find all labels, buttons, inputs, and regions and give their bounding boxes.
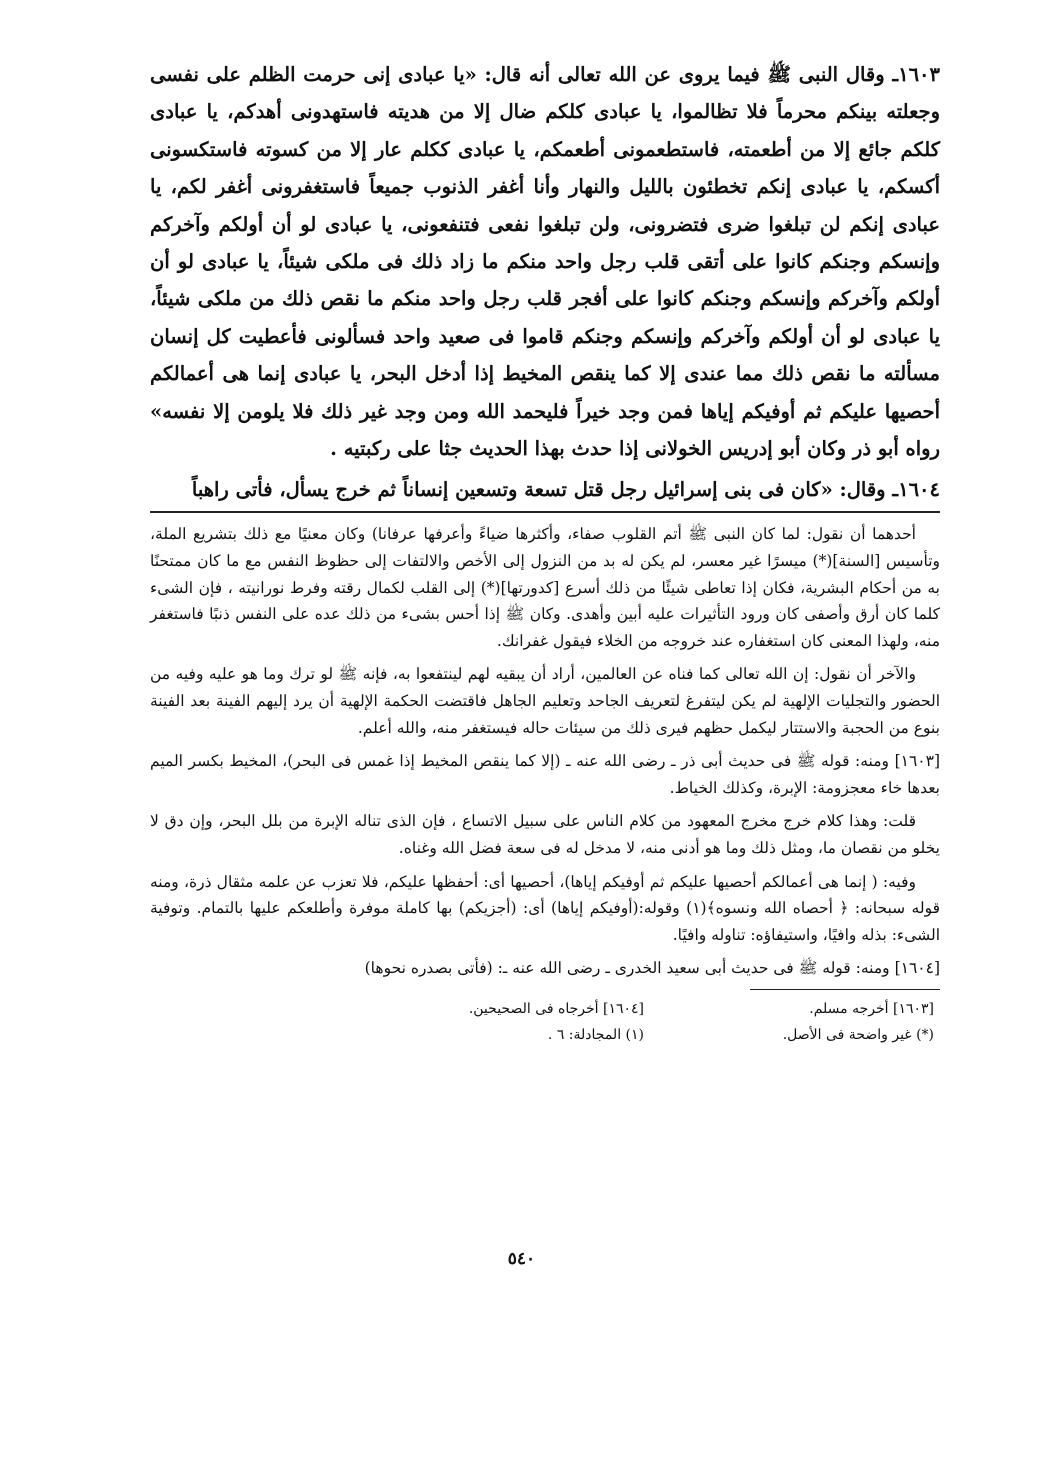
commentary-section (150, 521, 940, 982)
commentary-paragraph-qult: قلت: وهذا كلام خرج مخرج المعهود من كلام الناس على سبيل الاتساع ، فإن الذى تناله الإبرة من بلل البحر، وإن دق لا يخلو من نقصان ما، ومثل ذلك وما هو أدنى منه، لا مدخل له فى سعة فضل الله وغناه. (150, 812, 940, 857)
footnote-unclear-mark: (*) غير واضحة فى الأصل. (782, 1026, 934, 1043)
page-body (150, 56, 940, 1046)
footnote-divider (750, 989, 940, 990)
footnote-quran-ref: (١) المجادلة: ٦ . (547, 1026, 644, 1043)
hadith-1603-text: ١٦٠٣ـ وقال النبى ﷺ فيما يروى عن الله تعالى أنه قال: «يا عبادى إنى حرمت الظلم على نفسى وجعلته بينكم محرماً فلا تظالموا، يا عبادى كلكم ضال إلا من هديته فاستهدونى أهدكم، يا عبادى كلكم جائع إلا من أطعمته، فاستطعمونى أطعمكم، يا عبادى ككلم عار إلا من كسوته فاستكسونى أكسكم، يا عبادى إنكم تخطئون بالليل والنهار وأنا أغفر الذنوب جميعاً فاستغفرونى أغفر لكم، يا عبادى إنكم لن تبلغوا ضرى فتضرونى، ولن تبلغوا نفعى فتنفعونى، يا عبادى لو أن أولكم وآخركم وإنسكم وجنكم كانوا على أتقى قلب رجل واحد منكم ما زاد ذلك فى ملكى شيئاً، يا عبادى لو أن أولكم وآخركم وإنسكم وجنكم كانوا على أفجر قلب رجل واحد منكم ما نقص ذلك من ملكى شيئاً، يا عبادى لو أن أولكم وآخركم وإنسكم وجنكم قاموا فى صعيد واحد فسألونى فأعطيت كل إنسان مسألته ما نقص ذلك مما عندى إلا كما ينقص المخيط إذا أدخل البحر، يا عبادى إنما هى أعمالكم أحصيها عليكم ثم أوفيكم إياها فمن وجد خيراً فليحمد الله ومن وجد غير ذلك فلا يلومن إلا نفسه» رواه أبو ذر وكان أبو إدريس الخولانى إذا حدث بهذا الحديث جثا على ركبتيه . (150, 63, 940, 461)
commentary-paragraph-wafih: وفيه: ( إنما هى أعمالكم أحصيها عليكم ثم أوفيكم إياها)، أحصيها أى: أحفظها عليكم، فلا تعزب عن علمه مثقال ذرة، ومنه قوله سبحانه: ﴿ أحصاه الله ونسوه﴾(١) وقوله:(أوفيكم إياها) أى: (أجزيكم) بها كاملة موفرة وأطلعكم عليها بالتمام. وتوفية الشىء: بذله وافيًا، واستيفاؤه: تناوله وافيًا. (150, 872, 940, 944)
commentary-note-1603: [١٦٠٣] ومنه: قوله ﷺ فى حديث أبى ذر ـ رضى الله عنه ـ (إلا كما ينقص المخيط إذا غمس فى البحر)، المخيط بكسر الميم بعدها خاء معجزومة: الإبرة، وكذلك الخياط. (150, 752, 940, 797)
commentary-note-1604: [١٦٠٤] ومنه: قوله ﷺ فى حديث أبى سعيد الخدرى ـ رضى الله عنه ـ: (فأتى بصدره نحوها) (364, 959, 940, 978)
commentary-paragraph-second-view: والآخر أن نقول: إن الله تعالى كما فناه عن العالمين، أراد أن يبقيه لهم لينتفعوا به، فإنه ﷺ لو ترك وما هو عليه وفيه من الحضور والتجليات الإلهية لم يكن ليتفرغ لتعريف الجاحد وتعليم الجاهل فاقتضت الحكمة الإلهية أن يرد إليهم الفينة بعد الفينة بنوع من الحجبة والاستتار ليكمل حظهم فيرى ذلك من سيئات حاله فيستغفر منه، والله أعلم. (150, 665, 940, 737)
commentary-paragraph-first-view: أحدهما أن نقول: لما كان النبى ﷺ أتم القلوب صفاء، وأكثرها ضياءً وأعرفها عرفانا) وكان معنيًا مع ذلك بتشريع الملة، وتأسيس [السنة](*) ميسرًا غير معسر، لم يكن له بد من النزول إلى الأخص والالتفات إلى حظوظ النفس مع ما كان ممتحنًا به من أحكام البشرية، فكان إذا تعاطى شيئًا من ذلك أسرع [كدورتها](*) إلى القلب لكمال رقته وفرط نورانيته ، فإن الشىء كلما كان أرق وأصفى كان ورود التأثيرات عليه أبين وأهدى. وكان ﷺ إذا أحس بشىء من ذلك عده على النفس ذنبًا فاستغفر منه، ولهذا المعنى كان استغفاره عند خروجه من الخلاء فيقول غفرانك. (150, 525, 940, 650)
hadith-1604-heading: ١٦٠٤ـ وقال: «كان فى بنى إسرائيل رجل قتل تسعة وتسعين إنساناً ثم خرج يسأل، فأتى راهباً (150, 473, 940, 513)
footnote-1604: [١٦٠٤] أخرجاه فى الصحيحين. (468, 1000, 644, 1017)
page-number: ٥٤٠ (507, 1249, 536, 1269)
footnote-1603: [١٦٠٣] أخرجه مسلم. (809, 1000, 934, 1017)
footnotes (150, 998, 940, 1046)
